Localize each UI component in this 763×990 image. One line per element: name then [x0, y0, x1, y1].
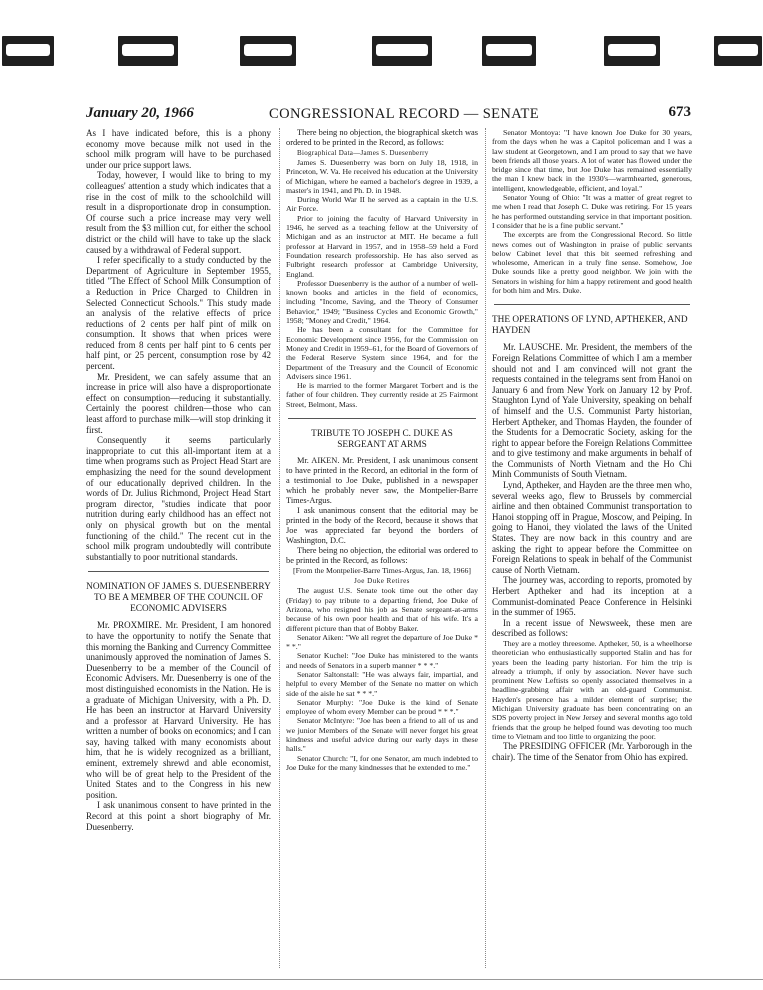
- editorial-source: [From the Montpelier-Barre Times-Argus, Jan. 18, 1966]: [293, 566, 471, 576]
- section-rule: [494, 304, 690, 305]
- quoted-paragraph: The august U.S. Senate took time out the other day (Friday) to pay tribute to a departing friend, Joe Duke of Arizona, who resigned his job as Senate sergeant-at-arms because of his own poor health and that of his wife. It's a different picture than that of Bobby Baker.: [286, 586, 478, 633]
- section-heading: TRIBUTE TO JOSEPH C. DUKE AS SERGEANT AT ARMS: [311, 429, 453, 451]
- column-right: [492, 128, 692, 762]
- paragraph: Mr. AIKEN. Mr. President, I ask unanimous consent to have printed in the Record, an editorial in the form of a testimonial to Joe Duke, published in a newspaper which he probably never saw, the Montpelier-Barre Times-Argus.: [286, 456, 478, 506]
- paragraph: During World War II he served as a captain in the U.S. Air Force.: [286, 195, 478, 214]
- paragraph: He is married to the former Margaret Torbert and is the father of four children. They currently reside at 25 Fairmont Street, Belmont, Mass.: [286, 381, 478, 409]
- binding-mark: [714, 36, 762, 66]
- section-heading: THE OPERATIONS OF LYND, APTHEKER, AND HAYDEN: [492, 315, 688, 337]
- paragraph: He has been a consultant for the Committee for Economic Development since 1956, for the Commission on Money and Credit in 1959–61, for the Board of Governors of the Federal Reserve System since 1964, and for the Department of the Treasury and the Council of Economic Advisers since 1961.: [286, 325, 478, 381]
- paragraph: The PRESIDING OFFICER (Mr. Yarborough in the chair). The time of the Senator from Ohio has expired.: [492, 741, 692, 762]
- binding-mark: [118, 36, 178, 66]
- paragraph: Today, however, I would like to bring to my colleagues' attention a study which indicates that a rise in the cost of milk to the schoolchild will result in a disproportionate drop in consumption. Of course such a price increase may very well result from the $3 million cut, for either the school district or the child will have to take up the slack caused by a withdrawal of Federal support.: [86, 170, 271, 255]
- paragraph: I ask unanimous consent that the editorial may be printed in the body of the Record, because it shows that Joe was appreciated far beyond the borders of Washington, D.C.: [286, 506, 478, 546]
- binding-mark: [372, 36, 432, 66]
- page-bottom-edge: [0, 979, 763, 980]
- paragraph: The journey was, according to reports, promoted by Herbert Aptheker and had its inception at a Communist-dominated Peace Conference in Helsinki in the summer of 1965.: [492, 575, 692, 618]
- paragraph: As I have indicated before, this is a phony economy move because milk not used in the school milk program will have to be purchased under our price support laws.: [86, 128, 271, 170]
- journal-title: CONGRESSIONAL RECORD — SENATE: [269, 106, 540, 122]
- paragraph: I refer specifically to a study conducted by the Department of Agriculture in September 1955, titled "The Effect of School Milk Consumption of a Reduction in Price Charged to Children in Selected Connecticut Schools." This study made an analysis of the relative effects of price reductions of 2 cents per half pint of milk on consumption. It shows that when prices were reduced from 8 cents per half pint to 6 cents per half pint, or 25 percent, consumption rose by 42 percent.: [86, 255, 271, 372]
- binding-mark: [482, 36, 536, 66]
- quoted-paragraph: Senator Young of Ohio: "It was a matter of great regret to me when I read that Joseph C. Duke was retiring. For 15 years he has performed outstanding service in that important position. I consider that he is a fine public servant.": [492, 193, 692, 230]
- page-header: [86, 103, 691, 125]
- issue-date: January 20, 1966: [86, 105, 194, 121]
- quoted-paragraph: The excerpts are from the Congressional Record. So little news comes out of Washington in praise of public servants below Cabinet level that this bit seemed refreshing and wholesome, American in a truly fine sense. Somehow, Joe Duke sounds like a pretty good neighbor. We join with the Senators in wishing for him a happy retirement and good health for both him and Mrs. Duke.: [492, 230, 692, 296]
- quoted-paragraph: Senator Montoya: "I have known Joe Duke for 30 years, from the days when he was a Capitol policeman and I was a law student at Georgetown, and I am proud to say that we have been friends all those years. A lot of water has flowed under the bridge since that time, but Joe Duke has remained essentially the man I knew back in the 1930's—warmhearted, generous, intelligent, knowledgeable, efficient, and loyal.": [492, 128, 692, 193]
- paragraph: Consequently it seems particularly inappropriate to cut this all-important item at a time when programs such as Project Head Start are emphasizing the need for the sound development of our educationally deprived children. In the words of Dr. Julius Richmond, Project Head Start program director, "studies indicate that poor nutrition during early childhood has an effect not only on physical growth but on the mental functioning of the child." The recent cut in the school milk program undoubtedly will contribute substantially to poor nutritional standards.: [86, 435, 271, 562]
- column-middle: [286, 128, 478, 772]
- paragraph: Mr. President, we can safely assume that an increase in price will also have a disproportionate effect on consumption—reducing it substantially. Certainly the poorest children—those who can least afford to purchase milk—will stop drinking it first.: [86, 371, 271, 435]
- section-rule: [88, 571, 269, 572]
- binding-mark: [240, 36, 296, 66]
- scan-binding-strip: [0, 36, 763, 66]
- quoted-paragraph: They are a motley threesome. Aptheker, 50, is a wheelhorse theoretician who enthusiastically supported Stalin and has for years been the leading party historian. For him the trip is already a triumph, if only by association. Never have such prominent New Leftists so openly associated themselves in a headline-grabbing affair with an old-guard Communist. Hayden's presence has a milder element of surprise; the Michigan University graduate has been concentrating on an SDS poverty project in New Jersey and several months ago told friends that the group he helped found was devoting too much time to Vietnam and too little to organizing the poor.: [492, 638, 692, 741]
- paragraph: Prior to joining the faculty of Harvard University in 1946, he served as a teaching fellow at the University of Michigan and as an instructor at MIT. He became a full professor at Harvard in 1957, and in 1958–59 held a Ford Foundation research professorship. He has also served as Fulbright research professor at Cambridge University, England.: [286, 213, 478, 279]
- paragraph: There being no objection, the editorial was ordered to be printed in the Record, as follows:: [286, 546, 478, 566]
- quoted-paragraph: Senator Kuchel: "Joe Duke has ministered to the wants and needs of Senators in a superb manner * * *.": [286, 651, 478, 670]
- binding-mark: [2, 36, 54, 66]
- column-divider: [485, 128, 486, 968]
- editorial-title: Joe Duke Retires: [354, 577, 410, 586]
- paragraph: James S. Duesenberry was born on July 18, 1918, in Princeton, W. Va. He received his education at the University of Michigan, where he earned a bachelor's degree in 1939, a master's in 1941, and Ph. D. in 1948.: [286, 158, 478, 195]
- paragraph: Lynd, Aptheker, and Hayden are the three men who, several weeks ago, flew to Brussels by commercial airline and then obtained Communist transportation to Hanoi stopping off in Prague, Moscow, and Peiping. In going to Hanoi, they violated the laws of the United States. They are now back in this country and are asking the right to appear before the Committee on Foreign Relations to speak in behalf of the Communist cause of North Vietnam.: [492, 480, 692, 575]
- section-heading: NOMINATION OF JAMES S. DUESENBERRY TO BE A MEMBER OF THE COUNCIL OF ECONOMIC ADVISERS: [86, 582, 271, 615]
- section-rule: [288, 418, 476, 419]
- paragraph: There being no objection, the biographical sketch was ordered to be printed in the Record, as follows:: [286, 128, 478, 147]
- quoted-paragraph: Senator Church: "I, for one Senator, am much indebted to Joe Duke for the many kindnesses that he extended to me.": [286, 753, 478, 772]
- paragraph: Professor Duesenberry is the author of a number of well-known books and articles in the field of economics, including "Income, Saving, and the Theory of Consumer Behavior," 1949; "Business Cycles and Economic Growth," 1958; "Money and Credit," 1964.: [286, 278, 478, 326]
- paragraph: In a recent issue of Newsweek, these men are described as follows:: [492, 617, 692, 639]
- column-divider: [279, 128, 280, 968]
- quoted-paragraph: Senator Saltonstall: "He was always fair, impartial, and helpful to every Member of the Senate no matter on which side of the aisle he sat * * *.": [286, 669, 478, 698]
- biography-label: Biographical Data—James S. Duesenberry: [297, 149, 429, 157]
- quoted-paragraph: Senator Murphy: "Joe Duke is the kind of Senate employee of whom every Member can be proud * * *.": [286, 697, 478, 717]
- binding-mark: [604, 36, 660, 66]
- paragraph: I ask unanimous consent to have printed in the Record at this point a short biography of Mr. Duesenberry.: [86, 800, 271, 832]
- column-left: [86, 128, 271, 832]
- paragraph: Mr. PROXMIRE. Mr. President, I am honored to have the opportunity to notify the Senate that this morning the Banking and Currency Committee unanimously approved the nomination of James S. Duesenberry to be a member of the Council of Economic Advisers. Mr. Duesenberry is one of the most distinguished economists in the Nation. He is a graduate of Michigan University, with a Ph. D. He has been an instructor at Harvard University and a professor at Harvard University. He has written a number of books on economics; and I can say, having talked with many economists about him, that he is widely recognized as a brilliant, eminent, extremely shrewd and able economist, who will be of great help to the President of the United States and to the Congress in his new position.: [86, 620, 271, 800]
- quoted-paragraph: Senator McIntyre: "Joe has been a friend to all of us and we junior Members of the Senate will never forget his great kindness and useful advice during our early days in these halls.": [286, 716, 478, 754]
- page-number: 673: [668, 104, 691, 120]
- quoted-paragraph: Senator Aiken: "We all regret the departure of Joe Duke * * *.": [286, 632, 478, 652]
- paragraph: Mr. LAUSCHE. Mr. President, the members of the Foreign Relations Committee of which I am a member should not and I am convinced will not grant the requests contained in the telegrams sent from Hanoi on January 6 and from New York on January 12 by Prof. Staughton Lynd of Yale University, speaking on behalf of himself and the U.S. Communist Party historian, Herbert Aptheker, and Thomas Hayden, the founder of the Students for a Democratic Society, asking for the right to appear before the Foreign Relations Committee and to give testimony and make arguments in behalf of the Communists of North Vietnam and the Ho Chi Minh Communists of South Vietnam.: [492, 342, 692, 480]
